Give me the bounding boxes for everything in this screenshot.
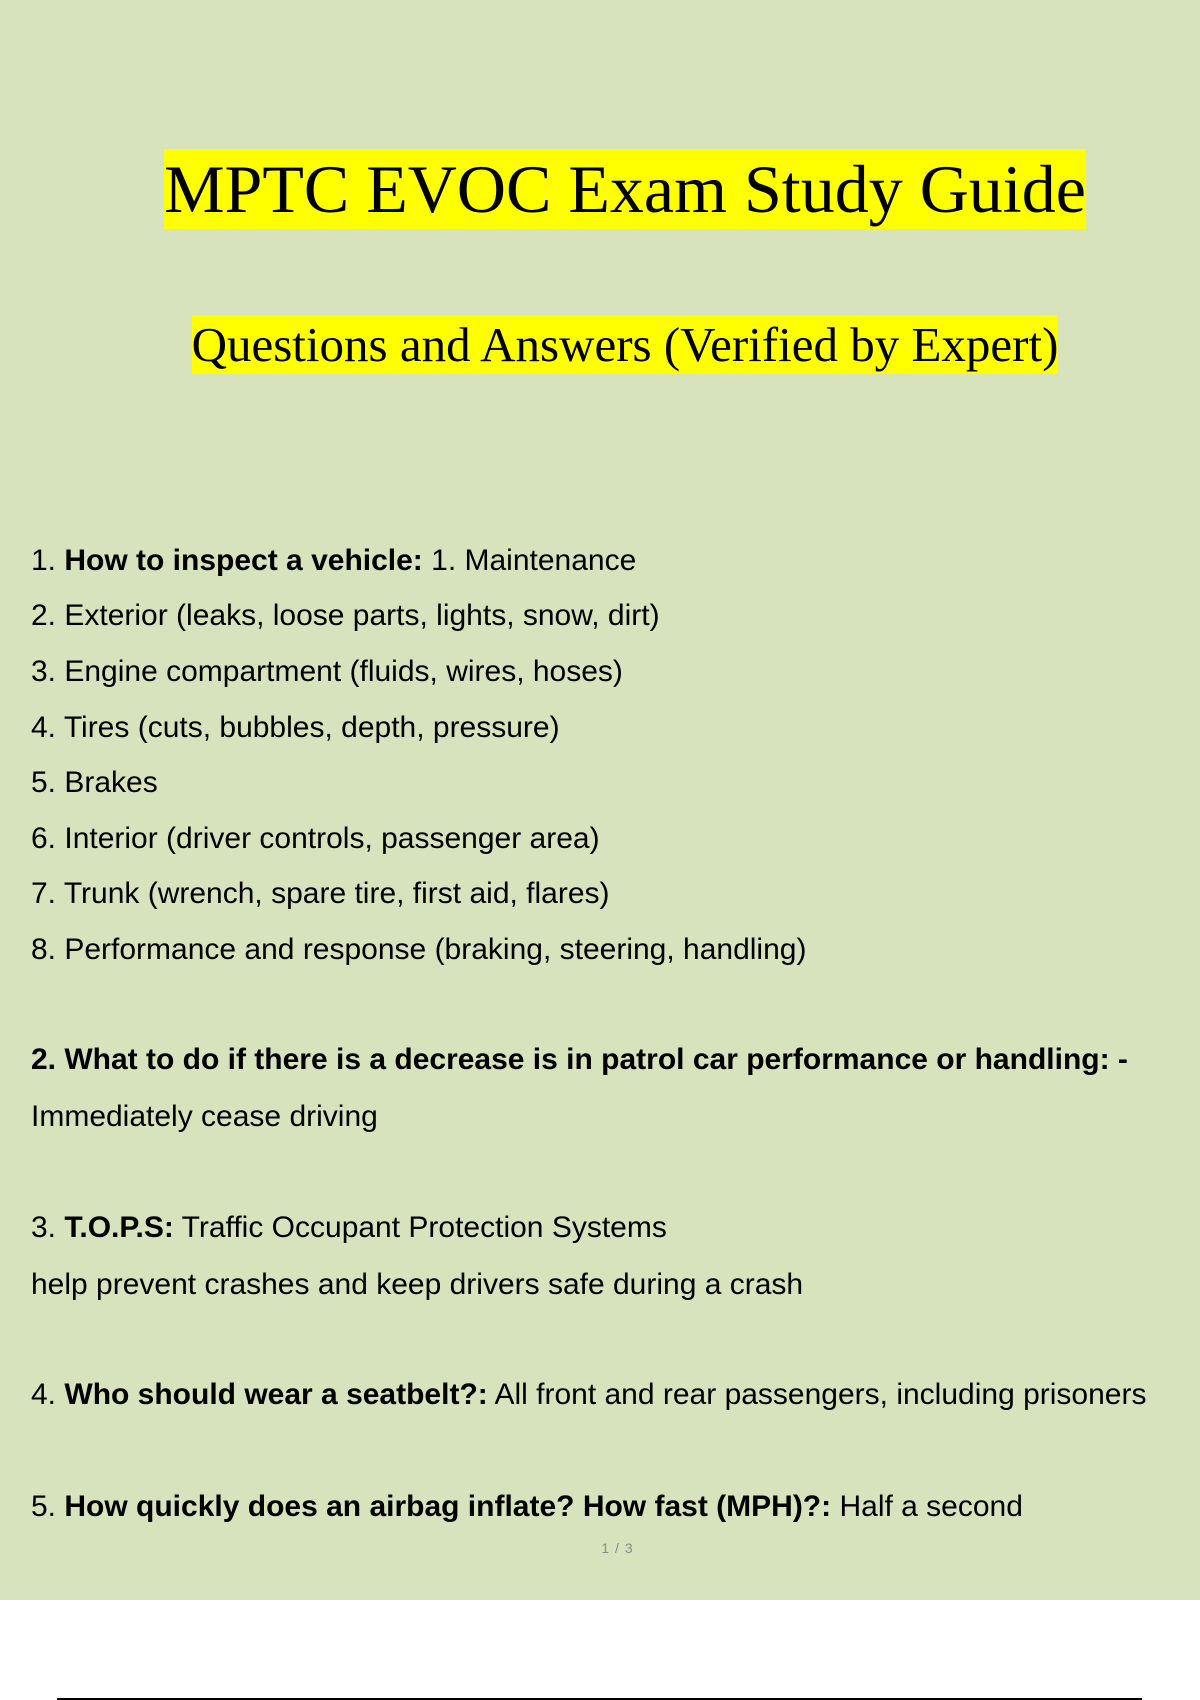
answer-line: 7. Trunk (wrench, spare tire, first aid, flares) [31, 877, 610, 910]
question-number: 5. [31, 1490, 57, 1523]
question-number: 3. [31, 1211, 57, 1244]
question-text: How to inspect a vehicle: [64, 544, 423, 577]
question-number: 4. [31, 1378, 57, 1411]
question-text: T.O.P.S: [64, 1211, 174, 1244]
title-highlight: MPTC EVOC Exam Study Guide [164, 151, 1086, 227]
answer-text: 1. Maintenance [431, 544, 637, 577]
answer-text: Traffic Occupant Protection Systems [181, 1211, 667, 1244]
answer-text: All front and rear passengers, including prisoners [494, 1378, 1147, 1411]
question-number: 1. [31, 544, 57, 577]
question-text: How quickly does an airbag inflate? How fast (MPH)?: [64, 1490, 832, 1523]
question-text: 2. What to do if there is a decrease is in patrol car performance or handling: - [31, 1043, 1128, 1076]
answer-line: 4. Tires (cuts, bubbles, depth, pressure) [31, 711, 560, 744]
page-number: 1 / 3 [601, 1540, 634, 1556]
question-4 [31, 1377, 1146, 1413]
answer-line: 8. Performance and response (braking, steering, handling) [31, 933, 807, 966]
answer-line: 6. Interior (driver controls, passenger area) [31, 822, 600, 855]
answer-line: 3. Engine compartment (fluids, wires, hoses) [31, 655, 623, 688]
question-2 [31, 1042, 1128, 1078]
question-1 [31, 543, 636, 579]
answer-line: 2. Exterior (leaks, loose parts, lights, snow, dirt) [31, 599, 660, 632]
question-5 [31, 1489, 1023, 1525]
subtitle-highlight: Questions and Answers (Verified by Expert) [191, 317, 1059, 372]
question-text: Who should wear a seatbelt?: [64, 1378, 488, 1411]
answer-line: 5. Brakes [31, 766, 158, 799]
document-subtitle [0, 318, 1200, 372]
answer-text: Immediately cease driving [31, 1100, 378, 1133]
question-3 [31, 1210, 667, 1246]
answer-line: help prevent crashes and keep drivers safe during a crash [31, 1268, 804, 1301]
document-title [0, 152, 1200, 227]
answer-text: Half a second [839, 1490, 1023, 1523]
